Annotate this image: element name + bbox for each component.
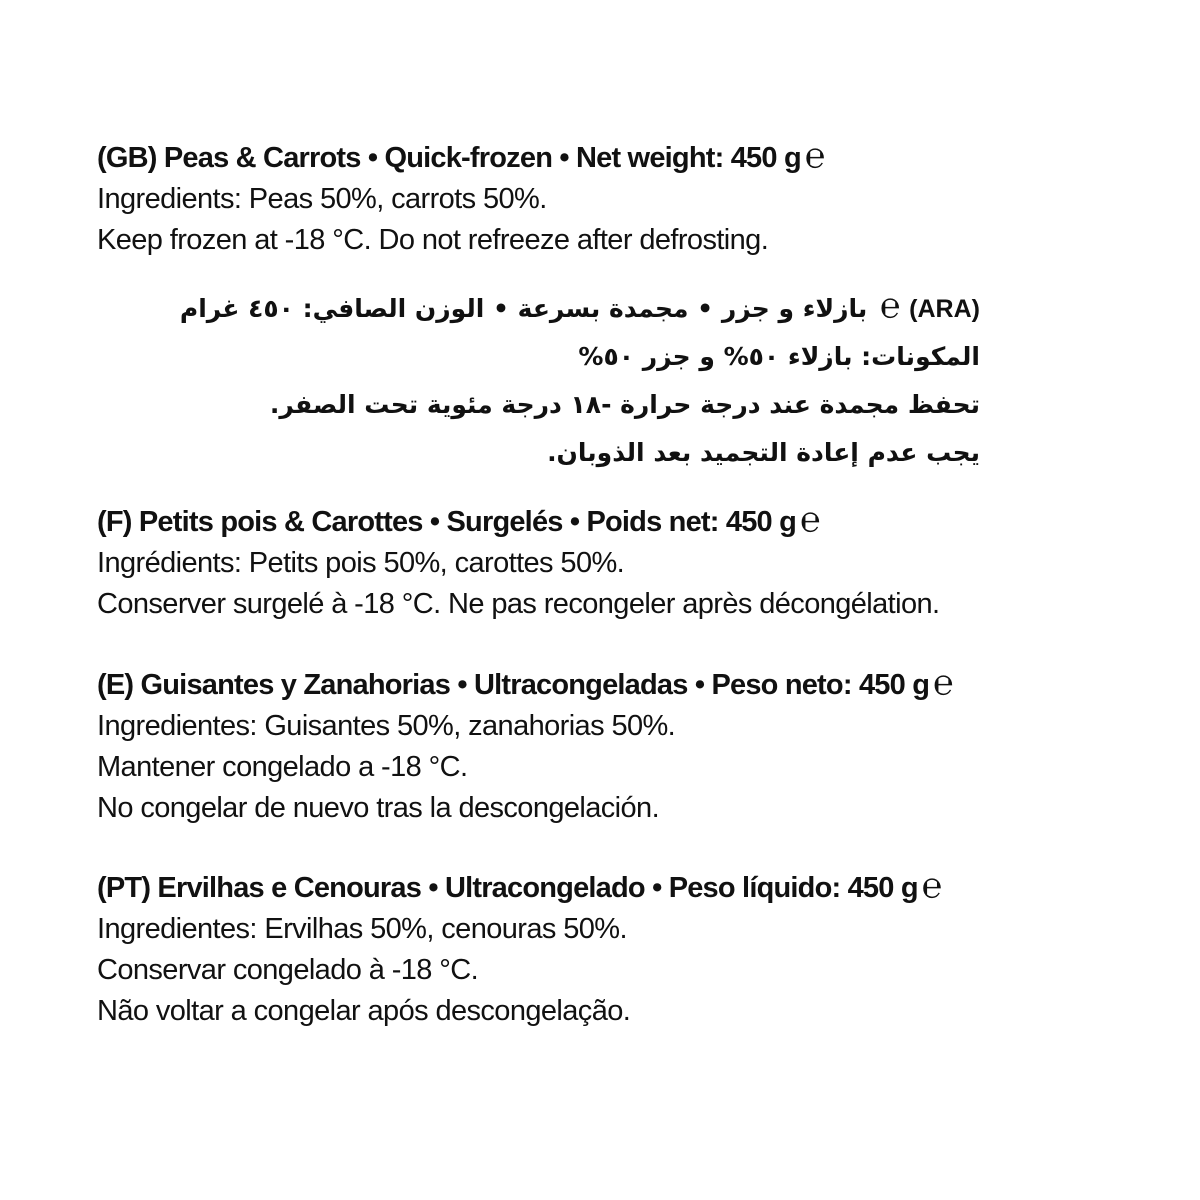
estimate-sign-icon: ℮ [804, 137, 825, 176]
section-ara [100, 283, 980, 477]
section-heading-pt [97, 866, 1107, 909]
section-f [97, 500, 1107, 625]
section-gb [97, 136, 1107, 261]
ingredients-line: المكونات: بازلاء ٥٠% و جزر ٥٠% [578, 342, 980, 371]
section-pt [97, 866, 1107, 1032]
storage-line: Keep frozen at -18 °C. Do not refreeze after defrosting. [97, 224, 769, 256]
section-heading-e [97, 663, 1107, 706]
section-heading-gb [97, 136, 1107, 179]
section-heading-ara [100, 283, 980, 333]
ingredients-line: Ingredientes: Ervilhas 50%, cenouras 50%. [97, 913, 627, 945]
language-code: (ARA) [909, 295, 980, 323]
ingredients-line: Ingrédients: Petits pois 50%, carottes 50%. [97, 547, 625, 579]
ingredients-line: Ingredientes: Guisantes 50%, zanahorias 50%. [97, 710, 676, 742]
refreeze-warning-line: يجب عدم إعادة التجميد بعد الذوبان. [547, 438, 980, 467]
estimate-sign-icon: ℮ [880, 287, 901, 326]
section-e [97, 663, 1107, 829]
estimate-sign-icon: ℮ [933, 664, 953, 703]
estimate-sign-icon: ℮ [921, 867, 942, 906]
refreeze-warning-line: Não voltar a congelar após descongelação. [97, 995, 631, 1027]
storage-line: تحفظ مجمدة عند درجة حرارة -١٨ درجة مئوية تحت الصفر. [269, 390, 980, 419]
ingredients-line: Ingredients: Peas 50%, carrots 50%. [97, 183, 547, 215]
heading-text: (PT) Ervilhas e Cenouras • Ultracongelado • Peso líquido: 450 g [97, 872, 918, 904]
heading-text: بازلاء و جزر • مجمدة بسرعة • الوزن الصافي: ٤٥٠ غرام [179, 294, 868, 323]
storage-line: Mantener congelado a -18 °C. [97, 751, 468, 783]
heading-text: (F) Petits pois & Carottes • Surgelés • Poids net: 450 g [97, 506, 797, 538]
storage-line: Conservar congelado à -18 °C. [97, 954, 479, 986]
heading-text: (E) Guisantes y Zanahorias • Ultracongeladas • Peso neto: 450 g [97, 669, 930, 701]
estimate-sign-icon: ℮ [800, 501, 820, 540]
refreeze-warning-line: No congelar de nuevo tras la descongelación. [97, 792, 660, 824]
storage-line: Conserver surgelé à -18 °C. Ne pas recongeler après décongélation. [97, 588, 940, 620]
section-heading-f [97, 500, 1107, 543]
heading-text: (GB) Peas & Carrots • Quick-frozen • Net weight: 450 g [97, 142, 801, 174]
